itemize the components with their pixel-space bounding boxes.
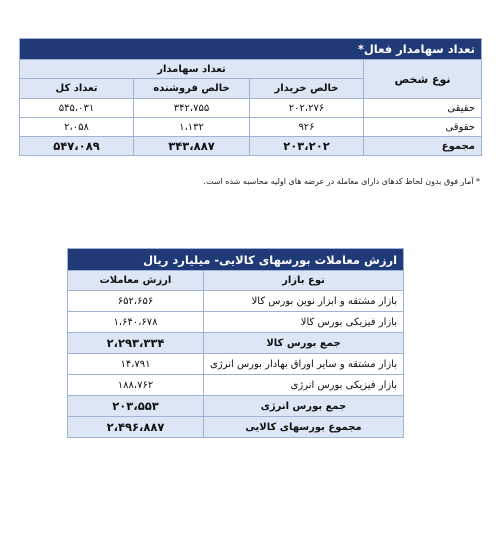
active-shareholders-table bbox=[19, 38, 482, 156]
cell-value: ۱،۶۴۰،۶۷۸ bbox=[68, 312, 204, 333]
col-net-buyer: خالص خریدار bbox=[250, 79, 364, 99]
table-row bbox=[20, 99, 482, 118]
col-trade-value: ارزش معاملات bbox=[68, 271, 204, 291]
cell-total: ۲،۰۵۸ bbox=[20, 118, 134, 137]
table-total-row bbox=[68, 417, 404, 438]
row-label: مجموع bbox=[364, 137, 482, 156]
cell-value: ۲،۴۹۶،۸۸۷ bbox=[68, 417, 204, 438]
commodity-exchange-value-table bbox=[67, 248, 404, 438]
cell-buyer: ۲۰۳،۲۰۲ bbox=[250, 137, 364, 156]
table-row bbox=[68, 312, 404, 333]
table-row bbox=[20, 118, 482, 137]
row-label: بازار مشتقه و ابزار نوین بورس کالا bbox=[204, 291, 404, 312]
cell-value: ۱۴،۷۹۱ bbox=[68, 354, 204, 375]
table1-title: تعداد سهامدار فعال* bbox=[20, 39, 482, 60]
row-label: بازار فیزیکی بورس کالا bbox=[204, 312, 404, 333]
cell-seller: ۳۴۳،۸۸۷ bbox=[134, 137, 250, 156]
row-label: حقیقی bbox=[364, 99, 482, 118]
cell-value: ۱۸۸،۷۶۲ bbox=[68, 375, 204, 396]
cell-total: ۵۴۵،۰۳۱ bbox=[20, 99, 134, 118]
row-label: مجموع بورسهای کالایی bbox=[204, 417, 404, 438]
table-row bbox=[68, 354, 404, 375]
table-row bbox=[68, 375, 404, 396]
row-label: حقوقی bbox=[364, 118, 482, 137]
table2-title: ارزش معاملات بورسهای کالایی- میلیارد ریال bbox=[68, 249, 404, 271]
cell-total: ۵۴۷،۰۸۹ bbox=[20, 137, 134, 156]
cell-value: ۲،۲۹۳،۳۳۴ bbox=[68, 333, 204, 354]
row-label: جمع بورس انرژی bbox=[204, 396, 404, 417]
table-total-row bbox=[68, 333, 404, 354]
col-market-type: نوع بازار bbox=[204, 271, 404, 291]
cell-buyer: ۹۲۶ bbox=[250, 118, 364, 137]
table-row bbox=[68, 291, 404, 312]
cell-seller: ۳۴۲،۷۵۵ bbox=[134, 99, 250, 118]
cell-seller: ۱،۱۳۲ bbox=[134, 118, 250, 137]
table-total-row bbox=[68, 396, 404, 417]
table-total-row bbox=[20, 137, 482, 156]
row-label: بازار مشتقه و سایر اوراق بهادار بورس انرژی bbox=[204, 354, 404, 375]
col-total-count: تعداد کل bbox=[20, 79, 134, 99]
col-group-shareholders: تعداد سهامدار bbox=[20, 60, 364, 79]
row-label: جمع بورس کالا bbox=[204, 333, 404, 354]
table1-footnote: * آمار فوق بدون لحاظ کدهای دارای معامله در عرضه های اولیه محاسبه شده است. bbox=[203, 177, 480, 186]
col-person-type: نوع شخص bbox=[364, 60, 482, 99]
row-label: بازار فیزیکی بورس انرژی bbox=[204, 375, 404, 396]
cell-buyer: ۲۰۲،۲۷۶ bbox=[250, 99, 364, 118]
col-net-seller: خالص فروشنده bbox=[134, 79, 250, 99]
cell-value: ۶۵۲،۶۵۶ bbox=[68, 291, 204, 312]
cell-value: ۲۰۳،۵۵۳ bbox=[68, 396, 204, 417]
